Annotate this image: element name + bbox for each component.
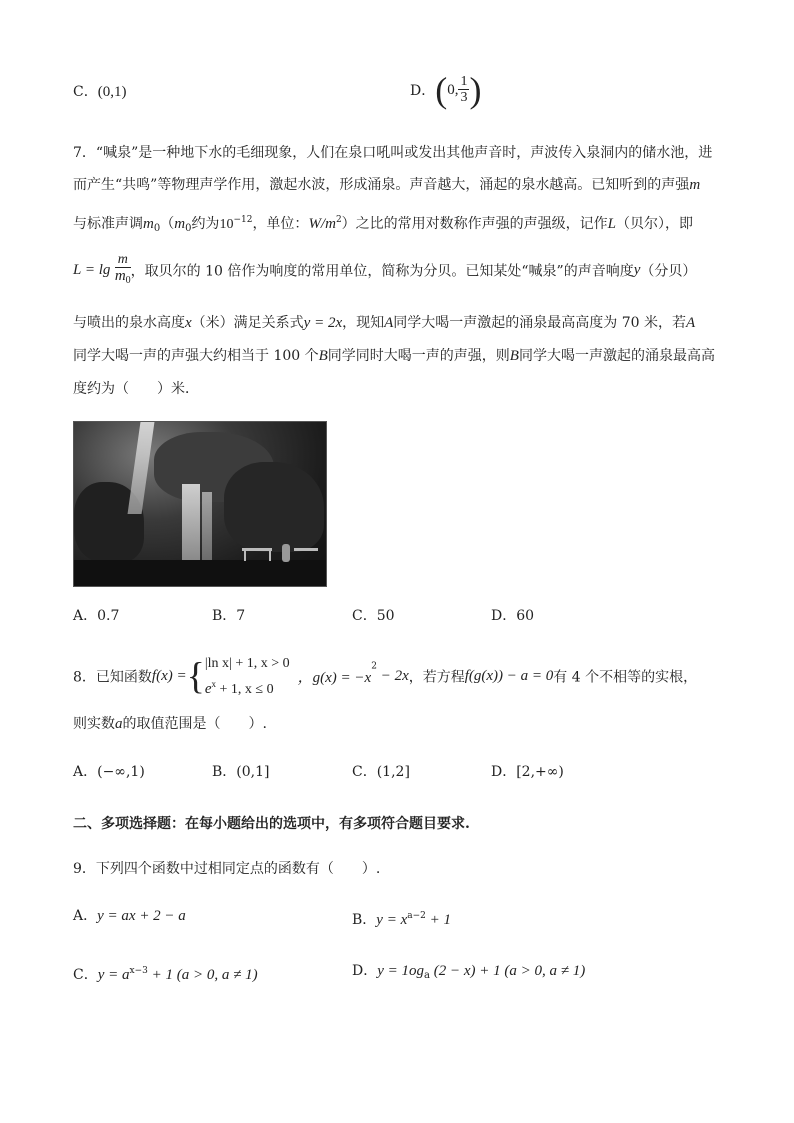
q8-stem-line-1: 8．已知函数f(x) ={ |ln x| + 1, x > 0 $e^x + 1$, x ≤ 0 ，$g(x) = -x^2 - 2x$，若方程f(g(x)) − a = 0有 4 个不相等的实根，: [73, 655, 698, 698]
q8-option-a: A．(−∞,1): [73, 764, 145, 780]
q8-option-b: B．(0,1]: [212, 764, 270, 780]
q7-option-b: B．7: [212, 608, 246, 624]
q8-stem-line-2: 则实数a的取值范围是（ ）.: [73, 716, 267, 732]
q9-option-d: D．$y = 1og_a$ (2 − x) + 1 (a > 0, a ≠ 1): [352, 963, 586, 981]
q6-option-d: D．(0, $\frac{1}{3}$ ): [410, 70, 482, 110]
q9-option-c: C．$y = a^{x-3} + 1$ (a > 0, a ≠ 1): [73, 966, 258, 983]
q8-option-d: D．[2,+∞): [491, 764, 564, 780]
q8-option-c: C．(1,2]: [352, 764, 410, 780]
q7-option-d: D．60: [491, 608, 535, 624]
q7-line-1: 7．“喊泉”是一种地下水的毛细现象，人们在泉口吼叫或发出其他声音时，声波传入泉洞内的储水池，进: [73, 145, 713, 161]
q7-line-4: L = lg $\frac{m}{m_0}$ ，取贝尔的 10 倍作为响度的常用单位，简称为分贝。已知某处“喊泉”的声音响度y（分贝）: [73, 252, 697, 286]
q7-line-5: 与喷出的泉水高度x（米）满足关系式y = 2x，现知A同学大喝一声激起的涌泉最高高度为 70 米，若A: [73, 315, 696, 331]
q9-option-a: A．y = ax + 2 − a: [73, 908, 186, 924]
section-heading-multiple-choice: 二、多项选择题：在每小题给出的选项中，有多项符合题目要求.: [73, 816, 470, 832]
q9-stem: 9．下列四个函数中过相同定点的函数有（ ）.: [73, 861, 381, 877]
q7-option-a: A．0.7: [73, 608, 120, 624]
q9-option-b: B．$y = x^{a-2} + 1$: [352, 911, 451, 928]
q7-line-3: 与标准声调$m_0(m_0$约为$10^{-12}$，单位：$W/m^2$）之比的常用对数称作声强的声强级，记作L（贝尔），即: [73, 215, 694, 234]
q7-option-c: C．50: [352, 608, 395, 624]
q7-line-2: 而产生“共鸣”等物理声学作用，激起水波，形成涌泉。声音越大，涌起的泉水越高。已知听到的声强m: [73, 177, 701, 193]
q7-line-6: 同学大喝一声的声强大约相当于 100 个B同学同时大喝一声的声强，则B同学大喝一声激起的涌泉最高高: [73, 348, 715, 364]
q7-line-7: 度约为（ ）米．: [73, 381, 199, 397]
q6-option-c: C．(0,1): [73, 84, 127, 100]
spring-photo: [73, 421, 327, 587]
